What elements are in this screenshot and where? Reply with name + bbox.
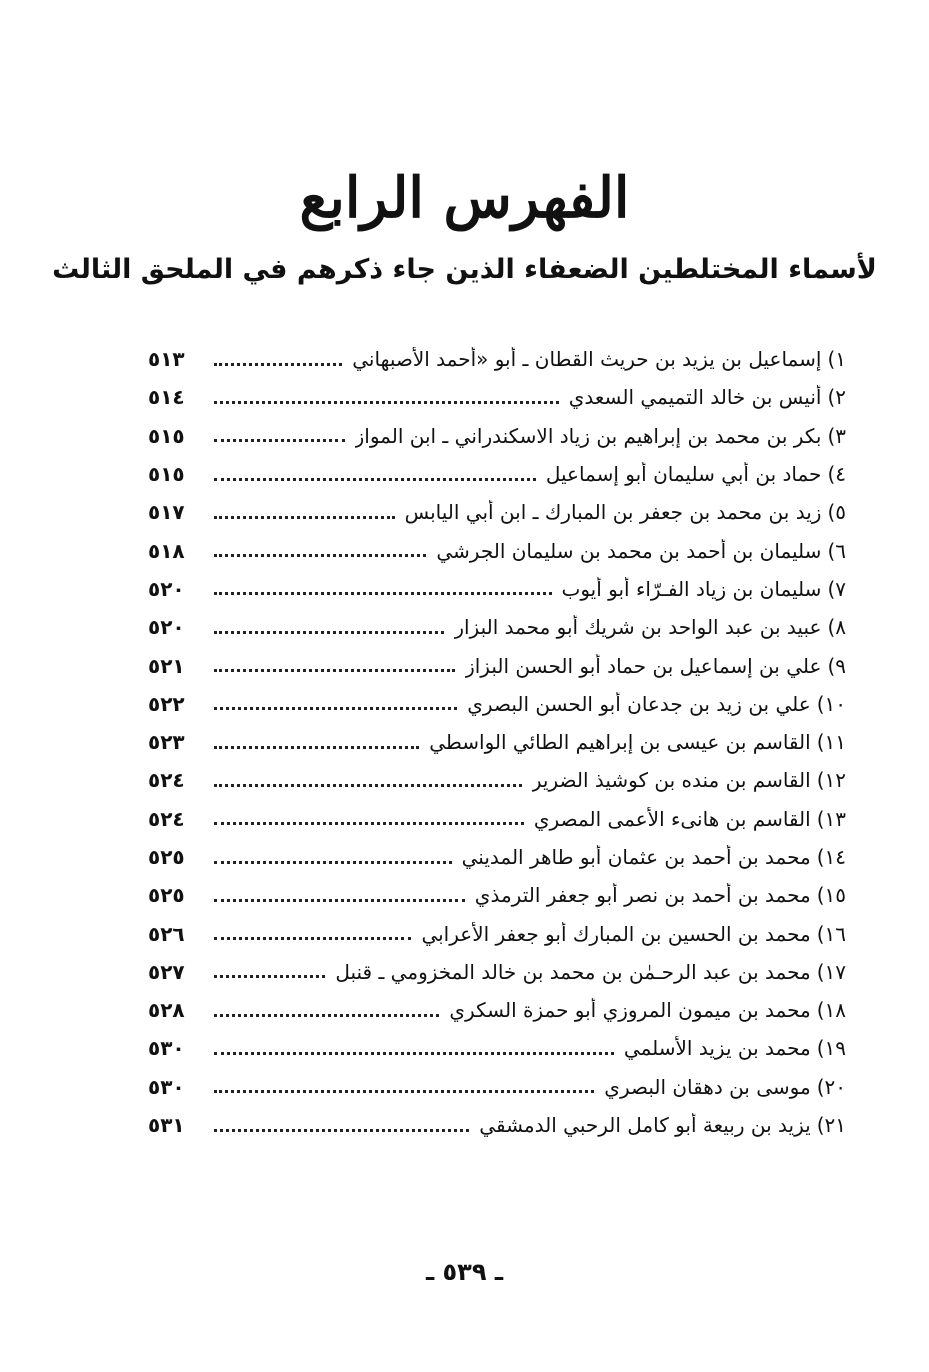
entry-name: عبيد بن عبد الواحد بن شريك أبو محمد البزار xyxy=(454,615,822,640)
dot-leader xyxy=(214,937,411,940)
entry-name: محمد بن ميمون المروزي أبو حمزة السكري xyxy=(449,998,811,1023)
entry-page: ٥٢٧ xyxy=(148,959,185,984)
entry-page: ٥٢٦ xyxy=(148,921,185,946)
index-entry xyxy=(148,953,846,991)
entry-number: ١١) xyxy=(816,730,846,755)
dot-leader xyxy=(214,1052,614,1055)
index-entry xyxy=(148,800,846,838)
index-entry xyxy=(148,340,846,378)
index-entry xyxy=(148,685,846,723)
dot-leader xyxy=(214,822,524,825)
entry-number: ٩) xyxy=(827,653,846,678)
dot-leader xyxy=(214,401,559,404)
entry-page: ٥١٨ xyxy=(148,538,185,563)
entry-page: ٥٣١ xyxy=(148,1113,185,1138)
entry-name: سليمان بن زياد الفـرّاء أبو أيوب xyxy=(561,576,822,601)
entry-page: ٥٢٠ xyxy=(148,576,185,601)
entry-number: ١٦) xyxy=(816,921,846,946)
entry-name: القاسم بن هانىء الأعمى المصري xyxy=(533,806,811,831)
entry-page: ٥٢١ xyxy=(148,653,185,678)
entry-name: محمد بن الحسين بن المبارك أبو جعفر الأعرابي xyxy=(421,921,811,946)
entry-name: موسى بن دهقان البصري xyxy=(604,1074,811,1099)
dot-leader xyxy=(214,478,536,481)
entry-number: ٣) xyxy=(827,423,846,448)
index-entry xyxy=(148,991,846,1029)
entry-page: ٥٢٥ xyxy=(148,883,185,908)
page-number: ـ ٥٣٩ ـ xyxy=(425,1258,504,1286)
entry-page: ٥١٥ xyxy=(148,423,185,448)
entry-number: ١٢) xyxy=(816,768,846,793)
index-entry xyxy=(148,761,846,799)
entry-name: أنيس بن خالد التميمي السعدي xyxy=(568,385,822,410)
index-list xyxy=(148,340,846,1144)
entry-page: ٥٢٠ xyxy=(148,615,185,640)
index-heading: الفهرس الرابع xyxy=(299,165,630,231)
dot-leader xyxy=(214,975,325,978)
dot-leader xyxy=(214,1090,594,1093)
entry-number: ١) xyxy=(827,347,846,372)
index-entry xyxy=(148,1029,846,1067)
entry-number: ١٠) xyxy=(816,691,846,716)
entry-name: القاسم بن منده بن كوشيذ الضرير xyxy=(531,768,811,793)
entry-number: ٥) xyxy=(827,500,846,525)
entry-number: ١٣) xyxy=(816,806,846,831)
dot-leader xyxy=(214,1129,469,1132)
entry-page: ٥١٧ xyxy=(148,500,185,525)
entry-number: ٢) xyxy=(827,385,846,410)
dot-leader xyxy=(214,784,522,787)
entry-page: ٥٢٤ xyxy=(148,806,185,831)
dot-leader xyxy=(214,363,342,366)
entry-name: محمد بن عبد الرحـمٰن بن محمد بن خالد المخزومي ـ قنبل xyxy=(335,959,811,984)
entry-name: سليمان بن أحمد بن محمد بن سليمان الجرشي xyxy=(436,538,822,563)
entry-number: ١٤) xyxy=(816,845,846,869)
entry-page: ٥١٥ xyxy=(148,462,185,487)
entry-name: زيد بن محمد بن جعفر بن المبارك ـ ابن أبي اليابس xyxy=(404,500,822,525)
dot-leader xyxy=(214,1014,439,1017)
entry-name: يزيد بن ربيعة أبو كامل الرحبي الدمشقي xyxy=(479,1113,811,1138)
entry-page: ٥٢٣ xyxy=(148,730,185,755)
index-entry xyxy=(148,1068,846,1106)
entry-name: محمد بن أحمد بن نصر أبو جعفر الترمذي xyxy=(474,883,811,908)
entry-page: ٥١٤ xyxy=(148,385,185,410)
entry-page: ٥٣٠ xyxy=(148,1074,185,1099)
entry-number: ٨) xyxy=(827,615,846,640)
index-entry xyxy=(148,876,846,914)
entry-page: ٥١٣ xyxy=(148,347,185,372)
entry-page: ٥٢٥ xyxy=(148,845,185,869)
entry-page: ٥٢٨ xyxy=(148,998,185,1023)
index-entry xyxy=(148,455,846,493)
entry-number: ٧) xyxy=(827,576,846,601)
entry-number: ١٥) xyxy=(816,883,846,908)
entry-name: علي بن زيد بن جدعان أبو الحسن البصري xyxy=(467,691,811,716)
entry-name: علي بن إسماعيل بن حماد أبو الحسن البزاز xyxy=(465,653,822,678)
index-entry xyxy=(148,378,846,416)
dot-leader xyxy=(214,669,455,672)
entry-number: ١٧) xyxy=(816,959,846,984)
index-entry xyxy=(148,723,846,761)
dot-leader xyxy=(214,861,452,864)
index-subtitle: لأسماء المختلطين الضعفاء الذين جاء ذكرهم في الملحق الثالث xyxy=(52,254,877,285)
dot-leader xyxy=(214,746,419,749)
index-entry xyxy=(148,531,846,569)
index-entry xyxy=(148,646,846,684)
entry-number: ٢٠) xyxy=(816,1074,846,1099)
dot-leader xyxy=(214,516,395,519)
dot-leader xyxy=(214,707,457,710)
entry-number: ٢١) xyxy=(816,1113,846,1138)
index-entry xyxy=(148,417,846,455)
index-entry xyxy=(148,914,846,952)
entry-number: ٤) xyxy=(827,462,846,487)
dot-leader xyxy=(214,899,465,902)
entry-name: القاسم بن عيسى بن إبراهيم الطائي الواسطي xyxy=(429,730,811,755)
index-entry xyxy=(148,1106,846,1144)
entry-name: محمد بن يزيد الأسلمي xyxy=(623,1036,811,1061)
entry-number: ١٩) xyxy=(816,1036,846,1061)
entry-page: ٥٣٠ xyxy=(148,1036,185,1061)
dot-leader xyxy=(214,439,345,442)
entry-number: ٦) xyxy=(827,538,846,563)
entry-name: حماد بن أبي سليمان أبو إسماعيل xyxy=(545,462,822,487)
dot-leader xyxy=(214,592,552,595)
entry-name: بكر بن محمد بن إبراهيم بن زياد الاسكندراني ـ ابن المواز xyxy=(354,423,822,448)
entry-name: محمد بن أحمد بن عثمان أبو طاهر المديني xyxy=(461,845,811,869)
entry-number: ١٨) xyxy=(816,998,846,1023)
dot-leader xyxy=(214,554,426,557)
index-entry xyxy=(148,493,846,531)
entry-page: ٥٢٢ xyxy=(148,691,185,716)
index-entry xyxy=(148,608,846,646)
entry-name: إسماعيل بن يزيد بن حريث القطان ـ أبو «أحمد الأصبهاني xyxy=(352,347,822,372)
index-entry xyxy=(148,570,846,608)
index-entry xyxy=(148,838,846,876)
dot-leader xyxy=(214,631,444,634)
entry-page: ٥٢٤ xyxy=(148,768,185,793)
